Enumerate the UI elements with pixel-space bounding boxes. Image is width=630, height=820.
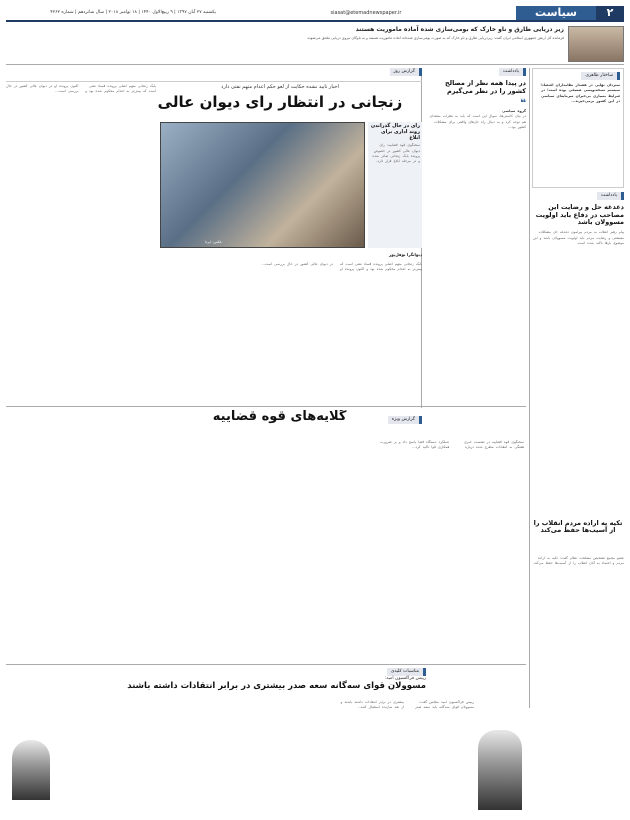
right-col-tag: ساختار ظاهری <box>581 72 620 80</box>
center-author: گروه سیاسی <box>502 109 526 113</box>
main-title: زنجانی در انتظار رای دیوان عالی <box>157 92 403 111</box>
bottom-title: مسوولان قوای سه‌گانه سعه صدر بیشتری در برابر انتقادات داشته باشند <box>127 681 426 692</box>
bottom-portrait-left <box>12 740 50 800</box>
mid-kicker: گزارش ویژه <box>388 416 422 424</box>
center-column <box>426 68 526 398</box>
bottom-headline <box>6 668 426 696</box>
sidebar-text: سخنگوی قوه قضاییه: رای دیوان عالی کشور در خصوص پرونده بابک زنجانی صادر شده و در مرحله ابلاغ قرار دارد. <box>372 143 420 163</box>
photo-caption: عکس: ایرنا <box>205 240 222 244</box>
bottom-subkicker: رییس فراکسیون امید: <box>384 676 426 682</box>
bottom-portrait-right <box>478 730 522 810</box>
main-body <box>160 262 422 402</box>
bottom-text: رییس فراکسیون امید مجلس گفت: مسوولان قوای سه‌گانه باید سعه صدر بیشتری در برابر انتقادات داشته باشند و از نقد سازنده استقبال کنند... <box>340 700 474 710</box>
page-number: ۲ <box>596 6 624 20</box>
center-title: در پیدا همه نظر از مصالح کشور را در نظر می‌گیرم <box>444 79 526 95</box>
quote-icon: ❝ <box>520 98 526 109</box>
main-sidebar <box>368 122 422 248</box>
lower-box <box>532 520 624 552</box>
right-column-box <box>532 68 624 188</box>
main-author: دیوانگرا نوفل‌پور <box>388 252 422 257</box>
divider <box>6 64 624 65</box>
comment-tag: یادداشت <box>597 192 624 200</box>
mid-title: گلایه‌های قوه قضاییه <box>212 410 347 424</box>
col-divider <box>529 68 530 708</box>
section-label: سیاست <box>516 6 596 20</box>
lede-title: زیر دریایی طارق و ناو خارک که بومی‌سازی شده آماده ماموریت هستند <box>355 26 564 33</box>
lede-text: فرمانده کل ارتش جمهوری اسلامی ایران گفت: زیردریایی طارق و ناو خارک که به صورت بومی‌سازی شده‌اند آماده ماموریت هستند و به ناوگان نیروی دریایی ملحق می‌شوند. <box>306 36 564 41</box>
lede-photo <box>568 26 624 62</box>
comment-title: دغدغه حل و رضایت این مصاحب در دفاع باید اولویت مسوولان باشد <box>535 203 624 226</box>
website[interactable]: siasat@etemadnewspaper.ir <box>330 9 402 16</box>
lede-block <box>6 26 564 62</box>
lower-box-title: تکیه به اراده مردم انقلاب را از آسیب‌ها حفظ می‌کند <box>533 520 623 535</box>
mid-text: سخنگوی قوه قضاییه در نشست خبری هفتگی به انتقادات مطرح شده درباره عملکرد دستگاه قضا پاسخ داد و بر ضرورت همکاری قوا تاکید کرد... <box>380 440 524 450</box>
lower-box-body <box>532 556 624 706</box>
divider-mid <box>6 406 526 407</box>
lower-box-text: عضو مجمع تشخیص مصلحت نظام گفت: تکیه به اراده مردم و اعتماد به آنان انقلاب را از آسیب‌ها حفظ می‌کند. <box>532 556 624 566</box>
main-body-left <box>6 84 156 402</box>
date-line: یکشنبه ۲۷ آبان ۱۳۹۷ | ۹ ربیع‌الاول ۱۴۴۰ | ۱۸ نوامبر ۲۰۱۸ | سال شانزدهم | شماره ۴۲۶۲ <box>50 9 216 15</box>
comment-column <box>532 192 624 482</box>
mid-headline <box>6 410 422 436</box>
divider-bottom <box>6 664 526 665</box>
main-subtitle: اخبار تایید نشده حکایت از لغو حکم اعدام متهم نفتی دارد <box>221 84 339 90</box>
header-bar <box>6 6 624 22</box>
main-photo <box>160 122 365 248</box>
bottom-body <box>58 700 474 812</box>
main-headline <box>140 84 420 124</box>
main-text-2: بابک زنجانی متهم اصلی پرونده فساد نفتی است که پیش‌تر به اعدام محکوم شده بود و اکنون پرونده او در دیوان عالی کشور در حال بررسی است... <box>6 84 156 94</box>
sidebar-title: رای در حال گذراندن روند اداری برای ابلاغ <box>370 123 420 141</box>
comment-text: پیام رهبر انقلاب به مردم پیرامون دغدغه حل مشکلات معیشتی و رضایت مردم باید اولویت مسوولان باشد و این موضوع بارها تاکید شده است. <box>532 230 624 245</box>
main-text: بابک زنجانی متهم اصلی پرونده فساد نفتی است که پیش‌تر به اعدام محکوم شده بود و اکنون پرونده او در دیوان عالی کشور در حال بررسی است... <box>261 262 422 272</box>
bottom-kicker: مناسبات کلیدی <box>387 668 426 676</box>
right-col-text: ستردان نهایی در هشدار نظامداران اقتصاد؛ سیستم نسخه‌نویسی ضعیفی بوده است؛ در شرایط بسیاری بی‌خبران سرمایه‌ای سیاسی در این کشور برمی‌خیزند... <box>540 83 620 103</box>
center-text: در بیان کاستی‌ها، سوال این است که باید به نظرات منتقدان هم توجه کرد و به دنبال راه حل‌های واقعی برای مشکلات کشور بود... <box>429 114 526 129</box>
main-kicker-row <box>6 68 422 82</box>
main-kicker: گزارش روز <box>390 68 423 76</box>
center-tag: یادداشت <box>499 68 526 76</box>
mid-body <box>6 440 524 660</box>
